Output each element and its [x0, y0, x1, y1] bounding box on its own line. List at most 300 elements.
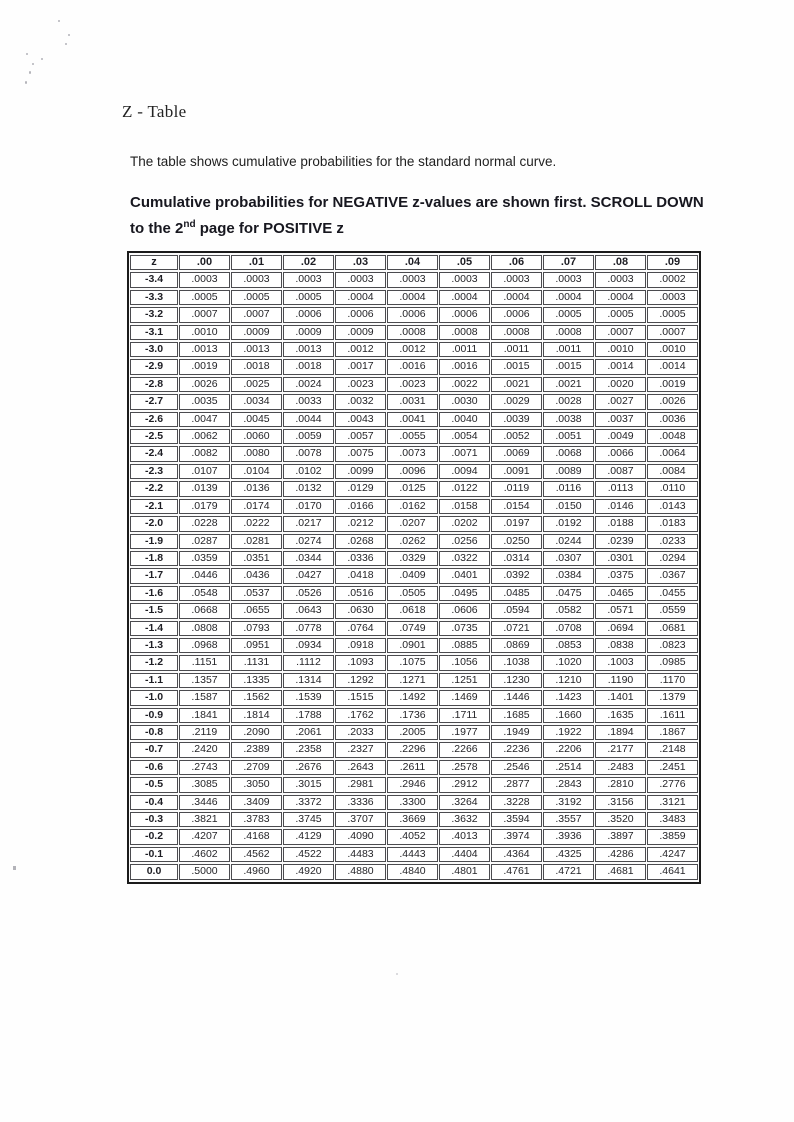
probability-cell: .2810 — [595, 777, 646, 792]
probability-cell: .0062 — [179, 429, 230, 444]
probability-cell: .0037 — [595, 412, 646, 427]
probability-cell: .0125 — [387, 481, 438, 496]
probability-cell: .3156 — [595, 795, 646, 810]
probability-cell: .0018 — [283, 359, 334, 374]
probability-cell: .0359 — [179, 551, 230, 566]
probability-cell: .0030 — [439, 394, 490, 409]
z-value-cell: -3.4 — [130, 272, 178, 287]
probability-cell: .0166 — [335, 499, 386, 514]
probability-cell: .2643 — [335, 760, 386, 775]
z-table-row — [130, 534, 698, 549]
probability-cell: .0060 — [231, 429, 282, 444]
probability-cell: .1841 — [179, 708, 230, 723]
probability-cell: .0559 — [647, 603, 698, 618]
column-header: .01 — [231, 255, 282, 270]
probability-cell: .2236 — [491, 742, 542, 757]
z-value-cell: -3.3 — [130, 290, 178, 305]
z-table-body — [130, 272, 698, 879]
z-value-cell: -1.1 — [130, 673, 178, 688]
scan-speckle — [29, 71, 31, 74]
probability-cell: .0228 — [179, 516, 230, 531]
probability-cell: .4602 — [179, 847, 230, 862]
probability-cell: .4090 — [335, 829, 386, 844]
z-value-cell: -0.6 — [130, 760, 178, 775]
z-table-row — [130, 272, 698, 287]
probability-cell: .1635 — [595, 708, 646, 723]
probability-cell: .0003 — [491, 272, 542, 287]
probability-cell: .0064 — [647, 446, 698, 461]
probability-cell: .0002 — [647, 272, 698, 287]
probability-cell: .2946 — [387, 777, 438, 792]
z-value-cell: -0.3 — [130, 812, 178, 827]
z-value-cell: -2.5 — [130, 429, 178, 444]
z-value-cell: -1.3 — [130, 638, 178, 653]
probability-cell: .0392 — [491, 568, 542, 583]
probability-cell: .1922 — [543, 725, 594, 740]
probability-cell: .3594 — [491, 812, 542, 827]
probability-cell: .0495 — [439, 586, 490, 601]
z-table-row — [130, 359, 698, 374]
probability-cell: .0526 — [283, 586, 334, 601]
probability-cell: .4129 — [283, 829, 334, 844]
probability-cell: .3372 — [283, 795, 334, 810]
probability-cell: .0475 — [543, 586, 594, 601]
probability-cell: .0985 — [647, 655, 698, 670]
z-value-cell: -2.3 — [130, 464, 178, 479]
probability-cell: .0010 — [647, 342, 698, 357]
probability-cell: .2743 — [179, 760, 230, 775]
probability-cell: .0008 — [543, 325, 594, 340]
probability-cell: .1660 — [543, 708, 594, 723]
probability-cell: .0082 — [179, 446, 230, 461]
probability-cell: .2327 — [335, 742, 386, 757]
probability-cell: .0233 — [647, 534, 698, 549]
z-table-row — [130, 777, 698, 792]
probability-cell: .0004 — [543, 290, 594, 305]
probability-cell: .0032 — [335, 394, 386, 409]
probability-cell: .0017 — [335, 359, 386, 374]
probability-cell: .4920 — [283, 864, 334, 879]
probability-cell: .0003 — [439, 272, 490, 287]
probability-cell: .0485 — [491, 586, 542, 601]
probability-cell: .0838 — [595, 638, 646, 653]
probability-cell: .1230 — [491, 673, 542, 688]
probability-cell: .0239 — [595, 534, 646, 549]
probability-cell: .0031 — [387, 394, 438, 409]
probability-cell: .1056 — [439, 655, 490, 670]
page-title: Z - Table — [122, 102, 187, 121]
probability-cell: .2578 — [439, 760, 490, 775]
probability-cell: .0099 — [335, 464, 386, 479]
probability-cell: .0934 — [283, 638, 334, 653]
probability-cell: .0011 — [543, 342, 594, 357]
z-value-cell: -0.7 — [130, 742, 178, 757]
z-value-cell: -1.5 — [130, 603, 178, 618]
probability-cell: .0110 — [647, 481, 698, 496]
probability-cell: .0009 — [231, 325, 282, 340]
probability-cell: .4761 — [491, 864, 542, 879]
z-value-cell: -1.0 — [130, 690, 178, 705]
probability-cell: .0250 — [491, 534, 542, 549]
probability-cell: .0051 — [543, 429, 594, 444]
probability-cell: .0003 — [647, 290, 698, 305]
probability-cell: .0721 — [491, 621, 542, 636]
probability-cell: .0694 — [595, 621, 646, 636]
z-table-row — [130, 481, 698, 496]
probability-cell: .4443 — [387, 847, 438, 862]
probability-cell: .3821 — [179, 812, 230, 827]
z-value-cell: -1.4 — [130, 621, 178, 636]
probability-cell: .0375 — [595, 568, 646, 583]
probability-cell: .1020 — [543, 655, 594, 670]
notice-superscript: nd — [183, 219, 196, 230]
probability-cell: .0505 — [387, 586, 438, 601]
probability-cell: .0418 — [335, 568, 386, 583]
probability-cell: .0020 — [595, 377, 646, 392]
probability-cell: .2912 — [439, 777, 490, 792]
z-table-row — [130, 829, 698, 844]
probability-cell: .0183 — [647, 516, 698, 531]
scan-speckle — [41, 58, 43, 60]
probability-cell: .4168 — [231, 829, 282, 844]
probability-cell: .0049 — [595, 429, 646, 444]
probability-cell: .4483 — [335, 847, 386, 862]
probability-cell: .2981 — [335, 777, 386, 792]
probability-cell: .0869 — [491, 638, 542, 653]
probability-cell: .1867 — [647, 725, 698, 740]
column-header: .03 — [335, 255, 386, 270]
probability-cell: .1314 — [283, 673, 334, 688]
probability-cell: .1611 — [647, 708, 698, 723]
probability-cell: .2033 — [335, 725, 386, 740]
z-table-row — [130, 603, 698, 618]
probability-cell: .0014 — [647, 359, 698, 374]
probability-cell: .0004 — [595, 290, 646, 305]
z-value-cell: -2.0 — [130, 516, 178, 531]
probability-cell: .0054 — [439, 429, 490, 444]
probability-cell: .2709 — [231, 760, 282, 775]
probability-cell: .0749 — [387, 621, 438, 636]
probability-cell: .0004 — [491, 290, 542, 305]
probability-cell: .0336 — [335, 551, 386, 566]
probability-cell: .1814 — [231, 708, 282, 723]
probability-cell: .0301 — [595, 551, 646, 566]
probability-cell: .0188 — [595, 516, 646, 531]
probability-cell: .0606 — [439, 603, 490, 618]
probability-cell: .0735 — [439, 621, 490, 636]
probability-cell: .0023 — [335, 377, 386, 392]
z-table-row — [130, 464, 698, 479]
probability-cell: .3121 — [647, 795, 698, 810]
probability-cell: .3632 — [439, 812, 490, 827]
probability-cell: .0256 — [439, 534, 490, 549]
probability-cell: .2776 — [647, 777, 698, 792]
probability-cell: .0013 — [283, 342, 334, 357]
z-table-row — [130, 446, 698, 461]
probability-cell: .0087 — [595, 464, 646, 479]
probability-cell: .1271 — [387, 673, 438, 688]
probability-cell: .2483 — [595, 760, 646, 775]
probability-cell: .0409 — [387, 568, 438, 583]
probability-cell: .3336 — [335, 795, 386, 810]
probability-cell: .0066 — [595, 446, 646, 461]
probability-cell: .0174 — [231, 499, 282, 514]
probability-cell: .0212 — [335, 516, 386, 531]
z-value-cell: -0.2 — [130, 829, 178, 844]
probability-cell: .0154 — [491, 499, 542, 514]
probability-cell: .0116 — [543, 481, 594, 496]
probability-cell: .0007 — [595, 325, 646, 340]
probability-cell: .0003 — [283, 272, 334, 287]
z-value-cell: -1.6 — [130, 586, 178, 601]
probability-cell: .0122 — [439, 481, 490, 496]
probability-cell: .2877 — [491, 777, 542, 792]
z-table-row — [130, 325, 698, 340]
probability-cell: .0192 — [543, 516, 594, 531]
probability-cell: .0281 — [231, 534, 282, 549]
probability-cell: .0010 — [179, 325, 230, 340]
probability-cell: .1977 — [439, 725, 490, 740]
probability-cell: .0075 — [335, 446, 386, 461]
probability-cell: .0073 — [387, 446, 438, 461]
probability-cell: .0071 — [439, 446, 490, 461]
probability-cell: .0197 — [491, 516, 542, 531]
probability-cell: .4641 — [647, 864, 698, 879]
probability-cell: .3264 — [439, 795, 490, 810]
probability-cell: .0314 — [491, 551, 542, 566]
probability-cell: .4325 — [543, 847, 594, 862]
z-value-cell: -1.7 — [130, 568, 178, 583]
intro-text: The table shows cumulative probabilities for the standard normal curve. — [130, 154, 557, 169]
probability-cell: .0202 — [439, 516, 490, 531]
probability-cell: .0853 — [543, 638, 594, 653]
probability-cell: .2676 — [283, 760, 334, 775]
probability-cell: .0102 — [283, 464, 334, 479]
probability-cell: .0322 — [439, 551, 490, 566]
probability-cell: .0005 — [283, 290, 334, 305]
probability-cell: .0139 — [179, 481, 230, 496]
probability-cell: .1423 — [543, 690, 594, 705]
probability-cell: .0918 — [335, 638, 386, 653]
probability-cell: .3859 — [647, 829, 698, 844]
z-table-row — [130, 655, 698, 670]
z-value-cell: -2.1 — [130, 499, 178, 514]
z-table-row — [130, 673, 698, 688]
scan-speckle — [396, 973, 398, 975]
probability-cell: .0136 — [231, 481, 282, 496]
probability-cell: .0217 — [283, 516, 334, 531]
probability-cell: .1587 — [179, 690, 230, 705]
scan-speckle — [68, 34, 70, 36]
probability-cell: .4404 — [439, 847, 490, 862]
z-value-cell: 0.0 — [130, 864, 178, 879]
z-table-row — [130, 568, 698, 583]
probability-cell: .4286 — [595, 847, 646, 862]
probability-cell: .2420 — [179, 742, 230, 757]
probability-cell: .0170 — [283, 499, 334, 514]
probability-cell: .3050 — [231, 777, 282, 792]
probability-cell: .3300 — [387, 795, 438, 810]
probability-cell: .1170 — [647, 673, 698, 688]
probability-cell: .0080 — [231, 446, 282, 461]
probability-cell: .1446 — [491, 690, 542, 705]
probability-cell: .3745 — [283, 812, 334, 827]
probability-cell: .0052 — [491, 429, 542, 444]
z-value-cell: -0.4 — [130, 795, 178, 810]
probability-cell: .0016 — [439, 359, 490, 374]
z-table-row — [130, 586, 698, 601]
probability-cell: .1711 — [439, 708, 490, 723]
scan-speckle — [32, 63, 34, 65]
probability-cell: .1075 — [387, 655, 438, 670]
probability-cell: .0244 — [543, 534, 594, 549]
z-table-row — [130, 394, 698, 409]
z-table-row — [130, 429, 698, 444]
column-header: .08 — [595, 255, 646, 270]
column-header: .06 — [491, 255, 542, 270]
probability-cell: .0036 — [647, 412, 698, 427]
z-table-row — [130, 638, 698, 653]
probability-cell: .0162 — [387, 499, 438, 514]
probability-cell: .0778 — [283, 621, 334, 636]
probability-cell: .0008 — [491, 325, 542, 340]
probability-cell: .0004 — [387, 290, 438, 305]
probability-cell: .0329 — [387, 551, 438, 566]
probability-cell: .0003 — [543, 272, 594, 287]
probability-cell: .3228 — [491, 795, 542, 810]
probability-cell: .0708 — [543, 621, 594, 636]
probability-cell: .0029 — [491, 394, 542, 409]
z-table-row — [130, 760, 698, 775]
probability-cell: .0096 — [387, 464, 438, 479]
probability-cell: .0004 — [335, 290, 386, 305]
z-table-row — [130, 307, 698, 322]
probability-cell: .1515 — [335, 690, 386, 705]
probability-cell: .0427 — [283, 568, 334, 583]
probability-cell: .1736 — [387, 708, 438, 723]
z-table-row — [130, 795, 698, 810]
probability-cell: .0582 — [543, 603, 594, 618]
probability-cell: .3446 — [179, 795, 230, 810]
probability-cell: .3783 — [231, 812, 282, 827]
probability-cell: .0351 — [231, 551, 282, 566]
probability-cell: .2389 — [231, 742, 282, 757]
probability-cell: .3707 — [335, 812, 386, 827]
probability-cell: .4880 — [335, 864, 386, 879]
column-header-z: z — [130, 255, 178, 270]
probability-cell: .0069 — [491, 446, 542, 461]
z-table-row — [130, 708, 698, 723]
probability-cell: .0594 — [491, 603, 542, 618]
probability-cell: .0294 — [647, 551, 698, 566]
probability-cell: .0013 — [231, 342, 282, 357]
probability-cell: .0006 — [439, 307, 490, 322]
probability-cell: .1685 — [491, 708, 542, 723]
probability-cell: .0823 — [647, 638, 698, 653]
probability-cell: .0007 — [179, 307, 230, 322]
probability-cell: .0022 — [439, 377, 490, 392]
probability-cell: .0007 — [647, 325, 698, 340]
probability-cell: .0207 — [387, 516, 438, 531]
scan-speckle — [13, 866, 16, 870]
probability-cell: .0091 — [491, 464, 542, 479]
z-table-row — [130, 812, 698, 827]
probability-cell: .0012 — [335, 342, 386, 357]
probability-cell: .0005 — [231, 290, 282, 305]
z-table-row — [130, 412, 698, 427]
probability-cell: .0019 — [647, 377, 698, 392]
probability-cell: .0274 — [283, 534, 334, 549]
z-value-cell: -1.9 — [130, 534, 178, 549]
probability-cell: .4840 — [387, 864, 438, 879]
probability-cell: .0681 — [647, 621, 698, 636]
probability-cell: .0630 — [335, 603, 386, 618]
probability-cell: .0003 — [595, 272, 646, 287]
probability-cell: .2546 — [491, 760, 542, 775]
probability-cell: .4207 — [179, 829, 230, 844]
probability-cell: .0021 — [543, 377, 594, 392]
probability-cell: .1210 — [543, 673, 594, 688]
probability-cell: .1762 — [335, 708, 386, 723]
z-value-cell: -2.8 — [130, 377, 178, 392]
probability-cell: .4364 — [491, 847, 542, 862]
probability-cell: .3483 — [647, 812, 698, 827]
scan-speckle — [25, 81, 27, 84]
probability-cell: .1949 — [491, 725, 542, 740]
probability-cell: .1131 — [231, 655, 282, 670]
notice-part2: page for POSITIVE z — [195, 220, 344, 237]
column-header: .09 — [647, 255, 698, 270]
column-header: .05 — [439, 255, 490, 270]
probability-cell: .0003 — [387, 272, 438, 287]
probability-cell: .0008 — [387, 325, 438, 340]
probability-cell: .2148 — [647, 742, 698, 757]
probability-cell: .5000 — [179, 864, 230, 879]
scan-speckle — [26, 53, 28, 55]
probability-cell: .0005 — [179, 290, 230, 305]
probability-cell: .0084 — [647, 464, 698, 479]
probability-cell: .0436 — [231, 568, 282, 583]
z-table — [127, 251, 701, 884]
probability-cell: .0021 — [491, 377, 542, 392]
z-value-cell: -1.2 — [130, 655, 178, 670]
probability-cell: .0262 — [387, 534, 438, 549]
probability-cell: .0012 — [387, 342, 438, 357]
z-table-row — [130, 377, 698, 392]
probability-cell: .0143 — [647, 499, 698, 514]
probability-cell: .3974 — [491, 829, 542, 844]
probability-cell: .0618 — [387, 603, 438, 618]
probability-cell: .2061 — [283, 725, 334, 740]
probability-cell: .0129 — [335, 481, 386, 496]
scan-speckle — [65, 43, 67, 45]
probability-cell: .0268 — [335, 534, 386, 549]
probability-cell: .0027 — [595, 394, 646, 409]
probability-cell: .1003 — [595, 655, 646, 670]
probability-cell: .0015 — [543, 359, 594, 374]
probability-cell: .4052 — [387, 829, 438, 844]
probability-cell: .0548 — [179, 586, 230, 601]
probability-cell: .0043 — [335, 412, 386, 427]
probability-cell: .0008 — [439, 325, 490, 340]
probability-cell: .0367 — [647, 568, 698, 583]
probability-cell: .0028 — [543, 394, 594, 409]
probability-cell: .0537 — [231, 586, 282, 601]
probability-cell: .4801 — [439, 864, 490, 879]
probability-cell: .0005 — [595, 307, 646, 322]
probability-cell: .1357 — [179, 673, 230, 688]
probability-cell: .4522 — [283, 847, 334, 862]
